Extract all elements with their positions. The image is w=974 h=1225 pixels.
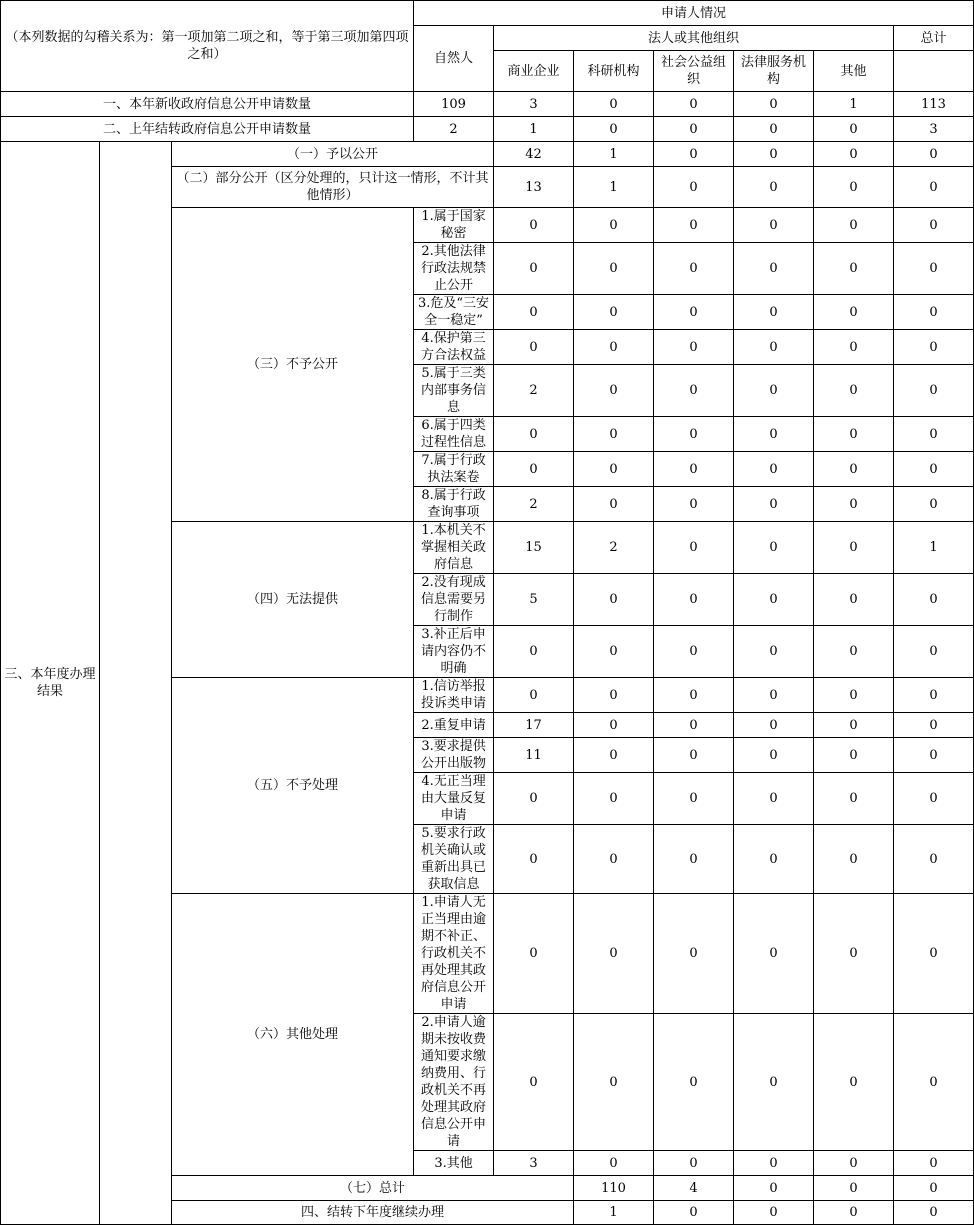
value-cell: 0 [814, 452, 894, 487]
value-cell: 0 [894, 1014, 974, 1151]
value-cell: 2 [494, 365, 574, 417]
value-cell: 0 [814, 1176, 894, 1201]
value-cell: 0 [894, 330, 974, 365]
value-cell: 0 [814, 678, 894, 713]
value-cell: 0 [894, 894, 974, 1014]
header-col-legal-service: 法律服务机构 [734, 51, 814, 92]
value-cell: 1 [574, 167, 654, 208]
value-cell: 0 [654, 243, 734, 295]
value-cell: 0 [574, 417, 654, 452]
value-cell: 0 [814, 417, 894, 452]
value-cell: 2 [574, 522, 654, 574]
value-cell: 1 [494, 117, 574, 142]
value-cell: 0 [814, 1014, 894, 1151]
value-cell: 0 [814, 365, 894, 417]
value-cell: 0 [654, 894, 734, 1014]
value-cell: 0 [574, 243, 654, 295]
value-cell: 0 [494, 825, 574, 894]
value-cell: 0 [654, 417, 734, 452]
value-cell: 0 [654, 574, 734, 626]
value-cell: 0 [814, 295, 894, 330]
value-cell: 3 [494, 1151, 574, 1176]
value-cell: 1 [814, 92, 894, 117]
value-cell: 110 [574, 1176, 654, 1201]
value-cell: 0 [734, 243, 814, 295]
value-cell: 0 [494, 678, 574, 713]
value-cell: 0 [734, 330, 814, 365]
group-3-label: （三）不予公开 [172, 208, 414, 522]
value-cell: 0 [894, 1176, 974, 1201]
table-row [1, 117, 974, 142]
value-cell: 0 [894, 142, 974, 167]
header-applicant: 申请人情况 [414, 1, 974, 26]
value-cell: 0 [654, 1201, 734, 1225]
value-cell: 0 [734, 713, 814, 738]
value-cell: 0 [574, 365, 654, 417]
value-cell: 42 [494, 142, 574, 167]
value-cell: 3 [494, 92, 574, 117]
header-col-research: 科研机构 [574, 51, 654, 92]
row-total-cell: 113 [894, 92, 974, 117]
value-cell: 0 [574, 487, 654, 522]
value-cell: 0 [734, 167, 814, 208]
value-cell: 1 [574, 1201, 654, 1225]
value-cell: 0 [654, 452, 734, 487]
value-cell: 0 [654, 773, 734, 825]
row-label: （二）部分公开（区分处理的，只计这一情形，不计其他情形） [172, 167, 494, 208]
value-cell: 0 [734, 1201, 814, 1225]
value-cell: 109 [414, 92, 494, 117]
value-cell: 0 [494, 417, 574, 452]
value-cell: 0 [814, 487, 894, 522]
value-cell: 0 [654, 738, 734, 773]
value-cell: 0 [734, 678, 814, 713]
value-cell: 0 [734, 365, 814, 417]
value-cell: 0 [894, 825, 974, 894]
value-cell: 0 [894, 487, 974, 522]
row-label: 3.其他 [414, 1151, 494, 1176]
row-label: 一、本年新收政府信息公开申请数量 [1, 92, 414, 117]
header-legal-entity-group: 法人或其他组织 [494, 26, 894, 51]
row-label: 2.其他法律行政法规禁止公开 [414, 243, 494, 295]
value-cell: 0 [894, 738, 974, 773]
value-cell: 0 [734, 487, 814, 522]
value-cell: 0 [734, 738, 814, 773]
value-cell: 0 [574, 117, 654, 142]
value-cell: 0 [654, 208, 734, 243]
header-note: （本列数据的勾稽关系为：第一项加第二项之和，等于第三项加第四项之和） [1, 1, 414, 92]
group-4-label: （四）无法提供 [172, 522, 414, 678]
value-cell: 0 [734, 1151, 814, 1176]
value-cell: 0 [734, 295, 814, 330]
value-cell: 2 [494, 487, 574, 522]
row-label: 1.信访举报投诉类申请 [414, 678, 494, 713]
value-cell: 0 [574, 1014, 654, 1151]
header-col-total-blank [894, 51, 974, 92]
value-cell: 0 [574, 574, 654, 626]
value-cell: 0 [494, 773, 574, 825]
value-cell: 0 [814, 208, 894, 243]
value-cell: 0 [894, 1201, 974, 1225]
value-cell: 0 [654, 1014, 734, 1151]
value-cell: 0 [574, 1151, 654, 1176]
row-label: （一）予以公开 [172, 142, 494, 167]
value-cell: 0 [894, 773, 974, 825]
value-cell: 0 [494, 894, 574, 1014]
row-total-cell: 3 [894, 117, 974, 142]
row-label: 1.申请人无正当理由逾期不补正、行政机关不再处理其政府信息公开申请 [414, 894, 494, 1014]
value-cell: 0 [894, 365, 974, 417]
value-cell: 0 [814, 1201, 894, 1225]
value-cell: 15 [494, 522, 574, 574]
header-total: 总计 [894, 26, 974, 51]
value-cell: 2 [414, 117, 494, 142]
value-cell: 0 [654, 295, 734, 330]
value-cell: 0 [734, 626, 814, 678]
value-cell: 0 [654, 330, 734, 365]
row-label: 2.没有现成信息需要另行制作 [414, 574, 494, 626]
value-cell: 0 [734, 894, 814, 1014]
value-cell: 0 [654, 487, 734, 522]
value-cell: 0 [494, 1014, 574, 1151]
value-cell: 0 [734, 1014, 814, 1151]
value-cell: 0 [574, 295, 654, 330]
value-cell: 0 [814, 167, 894, 208]
value-cell: 0 [894, 678, 974, 713]
value-cell: 0 [814, 825, 894, 894]
value-cell: 0 [734, 773, 814, 825]
header-col-other: 其他 [814, 51, 894, 92]
value-cell: 0 [574, 825, 654, 894]
value-cell: 0 [734, 522, 814, 574]
row-label: 6.属于四类过程性信息 [414, 417, 494, 452]
header-col-public-welfare: 社会公益组织 [654, 51, 734, 92]
value-cell: 0 [574, 452, 654, 487]
row-label: 四、结转下年度继续办理 [172, 1201, 574, 1225]
value-cell: 0 [734, 417, 814, 452]
value-cell: 13 [494, 167, 574, 208]
value-cell: 0 [894, 243, 974, 295]
value-cell: 0 [894, 1151, 974, 1176]
value-cell: 0 [654, 117, 734, 142]
value-cell: 4 [654, 1176, 734, 1201]
value-cell: 0 [574, 738, 654, 773]
value-cell: 1 [574, 142, 654, 167]
section-3-label: 三、本年度办理结果 [1, 142, 100, 1225]
value-cell: 0 [734, 825, 814, 894]
value-cell: 0 [654, 1151, 734, 1176]
value-cell: 0 [654, 142, 734, 167]
value-cell: 17 [494, 713, 574, 738]
value-cell: 0 [894, 452, 974, 487]
row-label: 3.补正后申请内容仍不明确 [414, 626, 494, 678]
value-cell: 0 [734, 1176, 814, 1201]
value-cell: 0 [814, 1151, 894, 1176]
row-label: 5.要求行政机关确认或重新出具已获取信息 [414, 825, 494, 894]
value-cell: 0 [574, 208, 654, 243]
value-cell: 0 [894, 295, 974, 330]
value-cell: 0 [654, 167, 734, 208]
row-label: 3.危及“三安全一稳定” [414, 295, 494, 330]
row-label: 2.重复申请 [414, 713, 494, 738]
value-cell: 0 [654, 825, 734, 894]
group-5-label: （五）不予处理 [172, 678, 414, 894]
value-cell: 0 [894, 167, 974, 208]
value-cell: 0 [734, 574, 814, 626]
table-row [1, 142, 974, 167]
value-cell: 0 [654, 713, 734, 738]
row-label: 4.保护第三方合法权益 [414, 330, 494, 365]
value-cell: 0 [494, 330, 574, 365]
value-cell: 0 [574, 713, 654, 738]
row-label: 5.属于三类内部事务信息 [414, 365, 494, 417]
value-cell: 0 [574, 330, 654, 365]
value-cell: 0 [814, 117, 894, 142]
row-label: 8.属于行政查询事项 [414, 487, 494, 522]
value-cell: 0 [814, 713, 894, 738]
value-cell: 0 [814, 522, 894, 574]
value-cell: 0 [814, 894, 894, 1014]
group-6-label: （六）其他处理 [172, 894, 414, 1176]
value-cell: 0 [814, 243, 894, 295]
value-cell: 0 [574, 894, 654, 1014]
row-label: （七）总计 [172, 1176, 574, 1201]
value-cell: 0 [814, 142, 894, 167]
row-label: 1.属于国家秘密 [414, 208, 494, 243]
value-cell: 0 [494, 243, 574, 295]
value-cell: 0 [654, 92, 734, 117]
value-cell: 0 [894, 574, 974, 626]
value-cell: 0 [734, 117, 814, 142]
value-cell: 0 [574, 773, 654, 825]
value-cell: 1 [894, 522, 974, 574]
value-cell: 0 [574, 678, 654, 713]
value-cell: 0 [734, 142, 814, 167]
value-cell: 0 [654, 522, 734, 574]
value-cell: 0 [894, 208, 974, 243]
row-label: 3.要求提供公开出版物 [414, 738, 494, 773]
row-label: 2.申请人逾期未按收费通知要求缴纳费用、行政机关不再处理其政府信息公开申请 [414, 1014, 494, 1151]
value-cell: 0 [894, 626, 974, 678]
value-cell: 0 [654, 678, 734, 713]
value-cell: 0 [574, 92, 654, 117]
value-cell: 0 [574, 626, 654, 678]
value-cell: 0 [814, 773, 894, 825]
value-cell: 0 [494, 295, 574, 330]
value-cell: 0 [734, 208, 814, 243]
section-3-blank [100, 142, 172, 1225]
value-cell: 0 [494, 208, 574, 243]
row-label: 4.无正当理由大量反复申请 [414, 773, 494, 825]
value-cell: 0 [494, 626, 574, 678]
header-natural-person: 自然人 [414, 26, 494, 92]
value-cell: 0 [654, 365, 734, 417]
value-cell: 0 [894, 713, 974, 738]
row-label: 二、上年结转政府信息公开申请数量 [1, 117, 414, 142]
value-cell: 0 [734, 452, 814, 487]
row-label: 7.属于行政执法案卷 [414, 452, 494, 487]
value-cell: 0 [734, 92, 814, 117]
value-cell: 0 [654, 626, 734, 678]
value-cell: 0 [814, 574, 894, 626]
value-cell: 11 [494, 738, 574, 773]
value-cell: 0 [494, 452, 574, 487]
table-row [1, 92, 974, 117]
value-cell: 0 [814, 330, 894, 365]
value-cell: 0 [814, 626, 894, 678]
value-cell: 0 [894, 417, 974, 452]
header-col-business: 商业企业 [494, 51, 574, 92]
row-label: 1.本机关不掌握相关政府信息 [414, 522, 494, 574]
value-cell: 0 [814, 738, 894, 773]
value-cell: 5 [494, 574, 574, 626]
